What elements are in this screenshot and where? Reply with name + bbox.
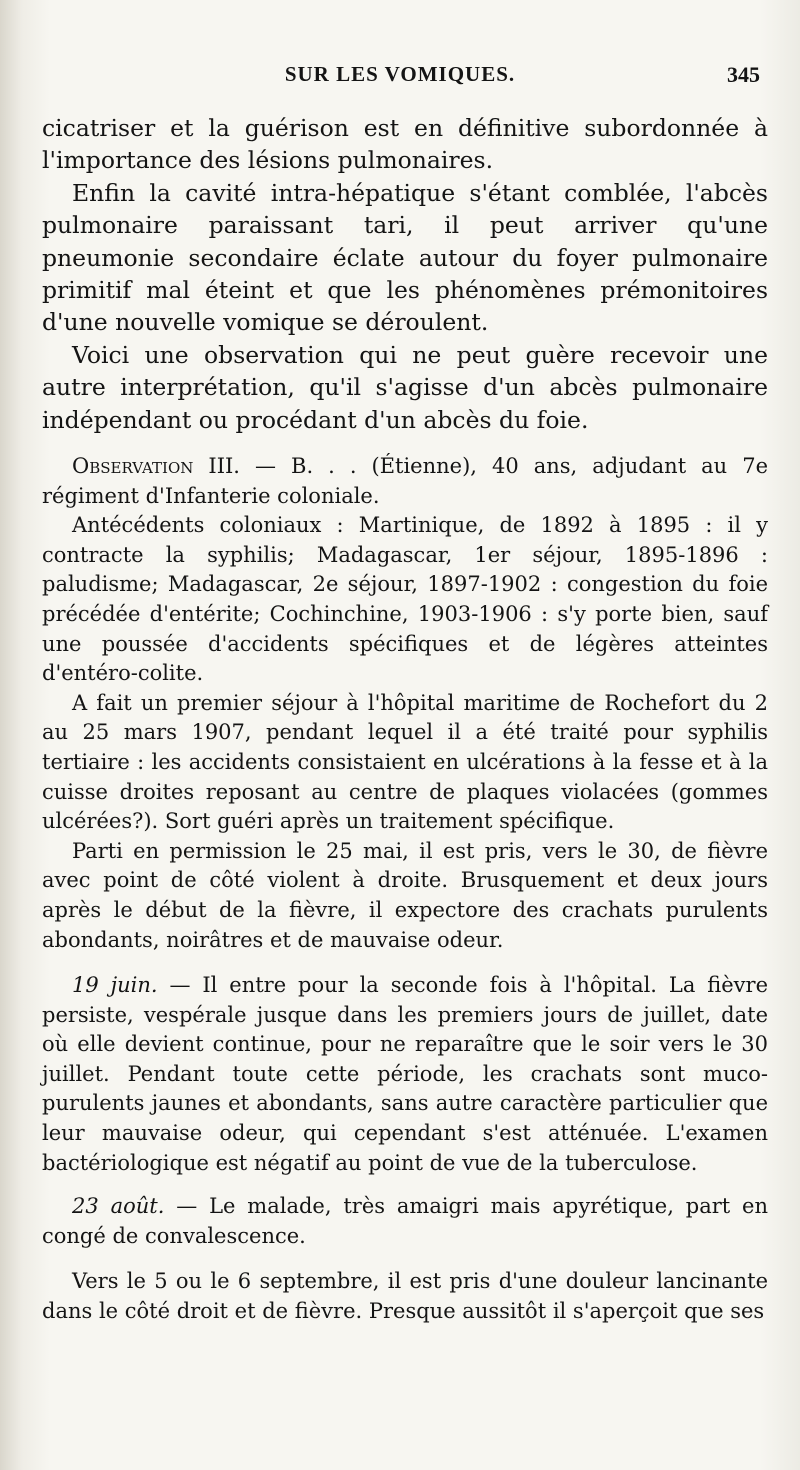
- spacer: [42, 1251, 768, 1267]
- entry-date: 23 août.: [72, 1194, 165, 1219]
- observation-block: [42, 452, 768, 1327]
- observation-heading-paragraph: [42, 452, 768, 511]
- entry-date: 19 juin.: [72, 973, 158, 998]
- page-number: 345: [727, 62, 760, 87]
- observation-intro: — B. . . (Étienne), 40 ans, adjudant au 7e régiment d'Infanterie coloniale.: [42, 454, 769, 508]
- paragraph: Vers le 5 ou le 6 septembre, il est pris d'une douleur lancinante dans le côté droit et de fièvre. Presque aussitôt il s'aperçoit que ses: [42, 1269, 768, 1324]
- running-title: SUR LES VOMIQUES.: [284, 62, 516, 86]
- page-header: [40, 62, 760, 98]
- paragraph: Antécédents coloniaux : Martinique, de 1892 à 1895 : il y contracte la syphilis; Madagascar, 1er séjour, 1895-1896 : paludisme; Madagascar, 2e séjour, 1897-1902 : congestion du foie précédée d'entérite; Cochinchine, 1903-1906 : s'y porte bien, sauf une poussée d'accidents spécifiques et de légères atteintes d'entéro-colite.: [42, 513, 768, 686]
- dated-paragraph: [42, 1192, 768, 1251]
- entry-text: — Le malade, très amaigri mais apyrétique, part en congé de convalescence.: [42, 1194, 768, 1248]
- entry-text: — Il entre pour la seconde fois à l'hôpital. La fièvre persiste, vespérale jusque dans les premiers jours de juillet, date où elle devient continue, pour ne reparaître que le soir vers le 30 juillet. Pendant toute cette période, les crachats sont muco-purulents jaunes et abondants, sans autre caractère particulier que leur mauvaise odeur, qui cependant s'est atténuée. L'examen bactériologique est négatif au point de vue de la tuberculose.: [42, 973, 768, 1175]
- paragraph: Enfin la cavité intra-hépatique s'étant comblée, l'abcès pulmonaire paraissant tari, il peut arriver qu'une pneumonie secondaire éclate autour du foyer pulmonaire primitif mal éteint et que les phénomènes prémonitoires d'une nouvelle vomique se déroulent.: [42, 178, 768, 337]
- dated-paragraph: [42, 971, 768, 1178]
- paragraph: cicatriser et la guérison est en définitive subordonnée à l'importance des lésions pulmonaires.: [42, 114, 768, 175]
- spacer: [42, 955, 768, 971]
- paragraph: Parti en permission le 25 mai, il est pris, vers le 30, de fièvre avec point de côté violent à droite. Brusquement et deux jours après le début de la fièvre, il expectore des crachats purulents abondants, noirâtres et de mauvaise odeur.: [42, 838, 768, 952]
- paragraph: A fait un premier séjour à l'hôpital maritime de Rochefort du 2 au 25 mars 1907, pendant lequel il a été traité pour syphilis tertiaire : les accidents consistaient en ulcérations à la fesse et à la cuisse droites reposant au centre de plaques violacées (gommes ulcérées?). Sort guéri après un traitement spécifique.: [42, 690, 768, 834]
- main-text: [42, 112, 768, 436]
- spacer: [42, 1178, 768, 1192]
- observation-heading: Observation III.: [72, 454, 240, 478]
- paragraph: Voici une observation qui ne peut guère recevoir une autre interprétation, qu'il s'agisse d'un abcès pulmonaire indépendant ou procédant d'un abcès du foie.: [42, 340, 768, 434]
